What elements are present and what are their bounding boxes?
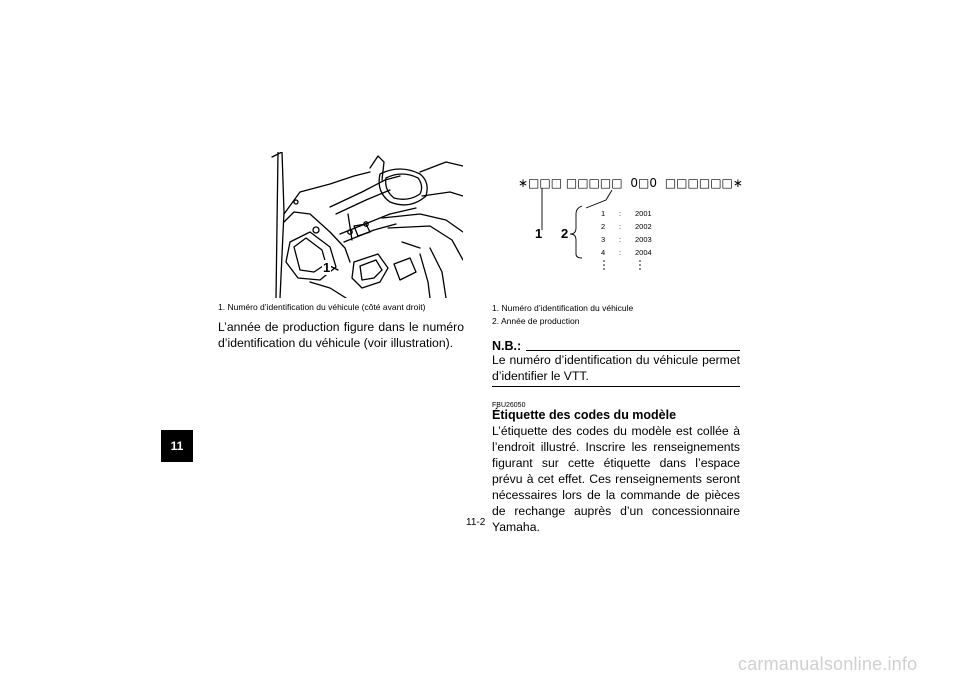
vin-callout-1: 1 bbox=[535, 226, 543, 241]
year-sep: : bbox=[619, 222, 622, 231]
left-figure-caption: 1. Numéro d’identification du véhicule (côté avant droit) bbox=[218, 302, 426, 312]
vin-prefix: ∗□□□ □□□□□ bbox=[518, 176, 623, 190]
note-bottom-rule bbox=[492, 386, 740, 387]
year-sep: : bbox=[619, 248, 622, 257]
year-row bbox=[601, 235, 661, 248]
vin-callout-2: 2 bbox=[561, 226, 569, 241]
section-paragraph: L’étiquette des codes du modèle est collée à l’endroit illustré. Inscrire les renseignements figurant sur cette étiquette dans l’espace prévu à cet effet. Ces renseignements seront nécessaires lors de la commande de pièces de rechange auprès d’un concessionnaire Yamaha. bbox=[492, 424, 740, 534]
year-code: 1 bbox=[601, 209, 606, 218]
year-sep: : bbox=[619, 209, 622, 218]
year-sep: : bbox=[619, 235, 622, 244]
vehicle-frame-illustration bbox=[270, 152, 463, 298]
note-text: Le numéro d’identification du véhicule permet d’identifier le VTT. bbox=[492, 353, 740, 383]
year-code: 2 bbox=[601, 222, 606, 231]
year-code: 4 bbox=[601, 248, 606, 257]
chapter-number: 11 bbox=[170, 439, 184, 453]
vin-suffix: □□□□□□∗ bbox=[664, 176, 743, 190]
year-table bbox=[601, 209, 661, 261]
section-title: Étiquette des codes du modèle bbox=[492, 408, 677, 422]
vin-middle: 0□0 bbox=[630, 176, 658, 190]
chapter-tab bbox=[161, 430, 193, 462]
page-number: 11-2 bbox=[466, 517, 486, 528]
callout-1: 1 bbox=[323, 260, 331, 275]
year-value: 2002 bbox=[635, 222, 652, 231]
watermark: carmanualsonline.info bbox=[738, 654, 918, 674]
note-top-rule bbox=[526, 350, 740, 351]
year-value: 2001 bbox=[635, 209, 652, 218]
right-caption-2: 2. Année de production bbox=[492, 316, 580, 326]
continuation-dots bbox=[601, 259, 651, 271]
section-code: FBU26050 bbox=[492, 402, 526, 409]
frame-drawing bbox=[270, 152, 463, 298]
note-label: N.B.: bbox=[492, 339, 522, 353]
left-paragraph: L’année de production figure dans le numéro d’identification du véhicule (voir illustration). bbox=[218, 320, 464, 350]
right-caption-1: 1. Numéro d’identification du véhicule bbox=[492, 303, 634, 313]
year-row bbox=[601, 209, 661, 222]
year-value: 2003 bbox=[635, 235, 652, 244]
year-code: 3 bbox=[601, 235, 606, 244]
year-value: 2004 bbox=[635, 248, 652, 257]
year-row bbox=[601, 222, 661, 235]
